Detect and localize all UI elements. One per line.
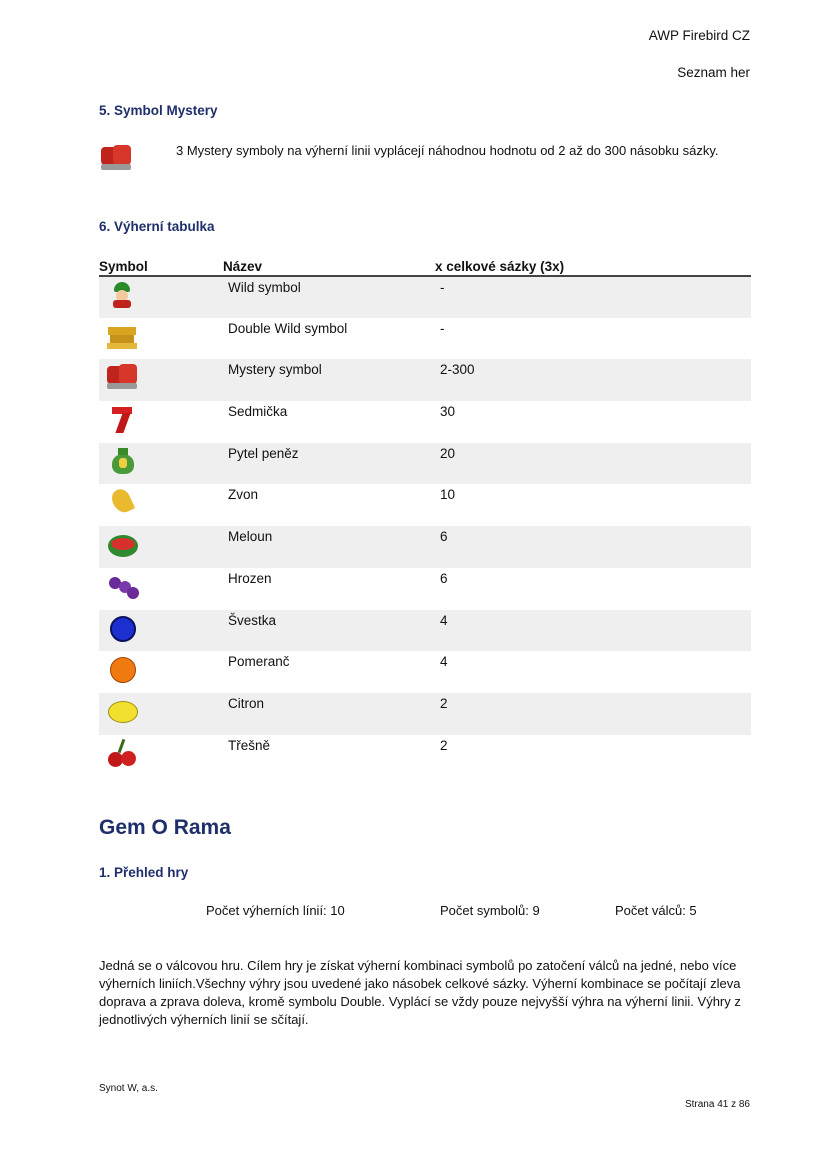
table-row <box>99 526 751 568</box>
overview-heading: 1. Přehled hry <box>99 865 189 880</box>
money-bag-icon <box>105 446 139 476</box>
col-name: Název <box>223 258 435 276</box>
symbol-cell <box>99 568 223 610</box>
cherries-icon <box>105 738 139 768</box>
symbol-payout: 2 <box>440 737 448 753</box>
symbol-name: Sedmička <box>228 404 288 420</box>
table-row <box>99 735 751 777</box>
symbol-payout: 4 <box>435 610 751 652</box>
stat-reels: Počet válců: 5 <box>615 903 697 918</box>
symbol-name: Mystery symbol <box>223 359 435 401</box>
symbol-name: Citron <box>223 693 435 735</box>
symbol-payout: 20 <box>435 443 751 485</box>
table-row <box>99 443 751 485</box>
symbol-cell <box>99 651 223 693</box>
joker-icon <box>105 280 139 310</box>
stat-lines: Počet výherních línií: 10 <box>206 903 345 918</box>
col-symbol: Symbol <box>99 258 223 276</box>
bell-icon <box>105 487 139 517</box>
table-row <box>99 610 751 652</box>
header-title: AWP Firebird CZ <box>648 28 750 43</box>
lemon-icon <box>105 696 139 726</box>
symbol-name: Meloun <box>223 526 435 568</box>
mystery-text: 3 Mystery symboly na výherní linii vyplácejí náhodnou hodnotu od 2 až do 300 násobku sázky. <box>176 143 719 158</box>
symbol-name: Švestka <box>223 610 435 652</box>
double-wild-icon <box>105 321 139 351</box>
grapes-icon <box>105 571 139 601</box>
symbol-cell <box>99 610 223 652</box>
symbol-name: Double Wild symbol <box>228 320 348 336</box>
header-subtitle: Seznam her <box>677 65 750 80</box>
symbol-name: Pomeranč <box>228 654 290 670</box>
symbol-name: Třešně <box>228 737 271 753</box>
paytable <box>99 258 751 776</box>
symbol-payout: 2-300 <box>435 359 751 401</box>
col-value: x celkové sázky (3x) <box>435 258 751 276</box>
symbol-payout: 30 <box>440 404 456 420</box>
table-row <box>99 568 751 610</box>
mystery-heading: 5. Symbol Mystery <box>99 103 218 118</box>
plum-icon <box>105 613 139 643</box>
symbol-payout: 2 <box>435 693 751 735</box>
stat-symbols: Počet symbolů: 9 <box>440 903 540 918</box>
symbol-payout: 4 <box>440 654 448 670</box>
symbol-payout: 6 <box>440 570 448 586</box>
table-row <box>99 401 751 443</box>
symbol-name: Hrozen <box>228 570 272 586</box>
symbol-cell <box>99 401 223 443</box>
table-row <box>99 359 751 401</box>
game-description: Jedná se o válcovou hru. Cílem hry je získat výherní kombinaci symbolů po zatočení válců na jedné, nebo více výherních liniích.Všechny výhry jsou uvedené jako násobek celkové sázky. Výherní kombinace se počítají zleva doprava a zprava doleva, kromě symbolu Double. Vyplácí se vždy pouze nejvyšší výhra na výherní linii. Výhry z jednotlivých výherních linií se sčítají. <box>99 958 741 1027</box>
game-title: Gem O Rama <box>99 816 231 839</box>
table-row <box>99 276 751 318</box>
symbol-name: Wild symbol <box>223 276 435 318</box>
symbol-cell <box>99 693 223 735</box>
symbol-payout: 10 <box>440 487 456 503</box>
footer-page: Strana 41 z 86 <box>684 1099 750 1110</box>
table-row <box>99 318 751 360</box>
symbol-cell <box>99 526 223 568</box>
mystery-dice-icon <box>99 143 133 176</box>
paytable-heading: 6. Výherní tabulka <box>99 219 215 234</box>
symbol-payout: 6 <box>435 526 751 568</box>
symbol-cell <box>99 318 223 360</box>
symbol-payout: - <box>440 320 445 336</box>
symbol-cell <box>99 443 223 485</box>
symbol-name: Pytel peněz <box>223 443 435 485</box>
symbol-name: Zvon <box>228 487 259 503</box>
seven-icon <box>105 404 139 434</box>
mystery-dice-icon <box>105 362 139 392</box>
table-row <box>99 484 751 526</box>
orange-icon <box>105 654 139 684</box>
footer-company: Synot W, a.s. <box>99 1083 158 1094</box>
table-row <box>99 693 751 735</box>
symbol-cell <box>99 735 223 777</box>
symbol-cell <box>99 484 223 526</box>
symbol-cell <box>99 276 223 318</box>
watermelon-icon <box>105 529 139 559</box>
symbol-payout: - <box>435 276 751 318</box>
symbol-cell <box>99 359 223 401</box>
table-row <box>99 651 751 693</box>
